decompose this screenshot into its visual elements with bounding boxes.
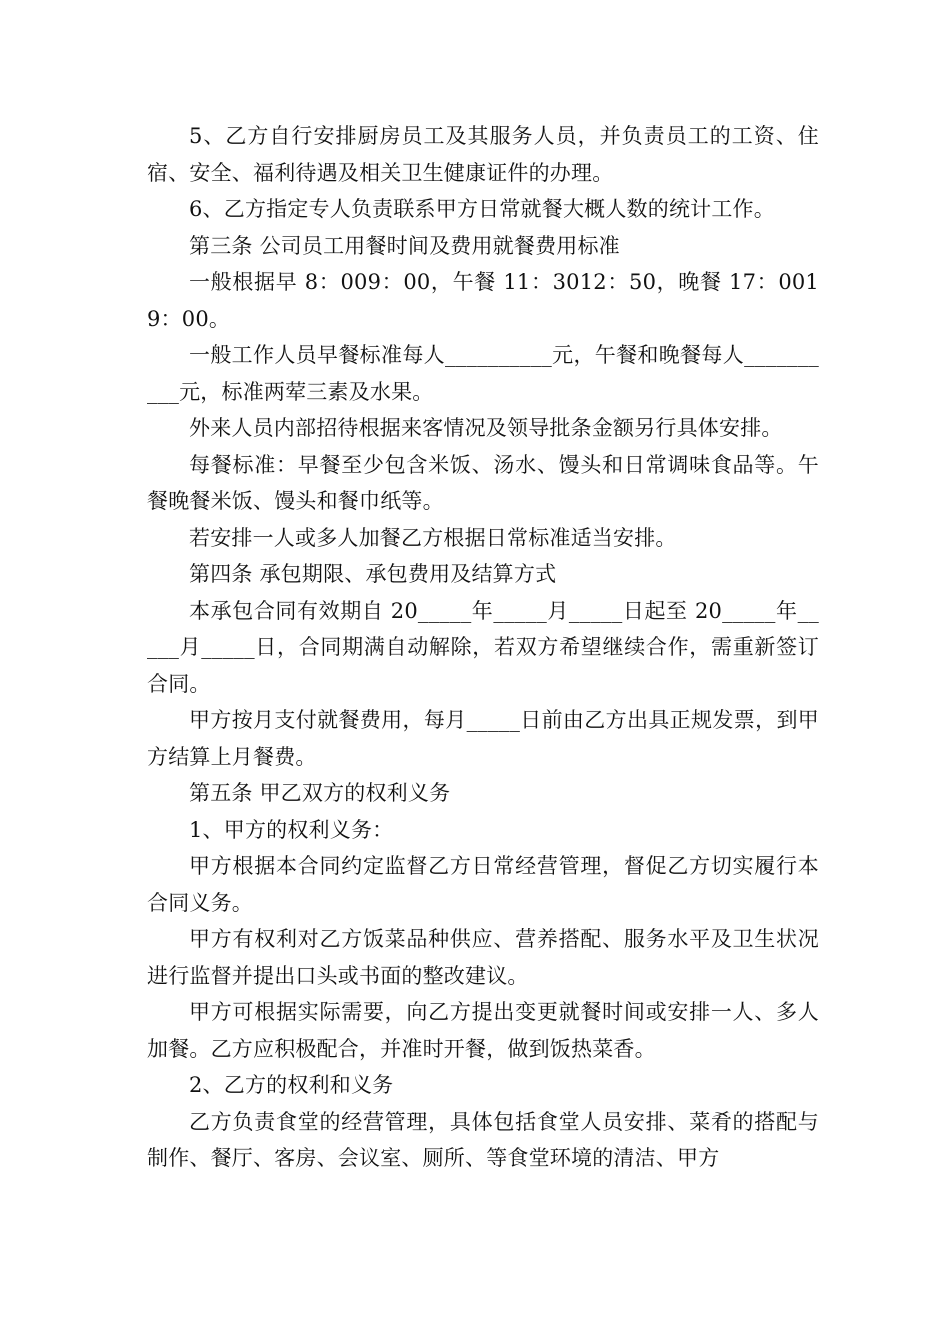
- paragraph-party-b-management: 乙方负责食堂的经营管理，具体包括食堂人员安排、菜肴的搭配与制作、餐厅、客房、会议室、厕所、等食堂环境的清洁、甲方: [147, 1109, 819, 1170]
- subheading-party-b-duties: 2、乙方的权利和义务: [189, 1073, 394, 1097]
- paragraph-guest-reception: 外来人员内部招待根据来客情况及领导批条金额另行具体安排。: [189, 416, 783, 440]
- subheading-party-a-duties: 1、甲方的权利义务：: [189, 817, 394, 842]
- paragraph-item-5: 5、乙方自行安排厨房员工及其服务人员，并负责员工的工资、住宿、安全、福利待遇及相关卫生健康证件的办理。: [147, 124, 819, 185]
- section-heading-article-5: 第五条 甲乙双方的权利义务: [189, 781, 451, 805]
- paragraph-party-a-rights: 甲方有权利对乙方饭菜品种供应、营养搭配、服务水平及卫生状况进行监督并提出口头或书面的整改建议。: [147, 927, 819, 988]
- paragraph-meal-standard: 一般工作人员早餐标准每人__________元，午餐和晚餐每人__________元，标准两荤三素及水果。: [147, 343, 819, 404]
- paragraph-per-meal-standard: 每餐标准：早餐至少包含米饭、汤水、馒头和日常调味食品等。午餐晚餐米饭、馒头和餐巾纸等。: [147, 452, 819, 513]
- section-heading-article-4: 第四条 承包期限、承包费用及结算方式: [189, 562, 557, 586]
- paragraph-extra-meal: 若安排一人或多人加餐乙方根据日常标准适当安排。: [189, 525, 677, 550]
- paragraph-contract-term: 本承包合同有效期自 20_____年_____月_____日起至 20_____年_____月_____日，合同期满自动解除，若双方希望继续合作，需重新签订合同。: [147, 598, 819, 696]
- section-heading-article-3: 第三条 公司员工用餐时间及费用就餐费用标准: [189, 233, 620, 258]
- paragraph-party-a-changes: 甲方可根据实际需要，向乙方提出变更就餐时间或安排一人、多人加餐。乙方应积极配合，并准时开餐，做到饭热菜香。: [147, 1000, 819, 1061]
- paragraph-meal-times: 一般根据早 8：009：00，午餐 11：3012：50，晚餐 17：0019：00。: [147, 270, 819, 331]
- paragraph-payment: 甲方按月支付就餐费用，每月_____日前由乙方出具正规发票，到甲方结算上月餐费。: [147, 708, 819, 769]
- paragraph-party-a-supervision: 甲方根据本合同约定监督乙方日常经营管理，督促乙方切实履行本合同义务。: [147, 854, 819, 915]
- document-body: [147, 118, 819, 1177]
- paragraph-item-6: 6、乙方指定专人负责联系甲方日常就餐大概人数的统计工作。: [189, 197, 775, 221]
